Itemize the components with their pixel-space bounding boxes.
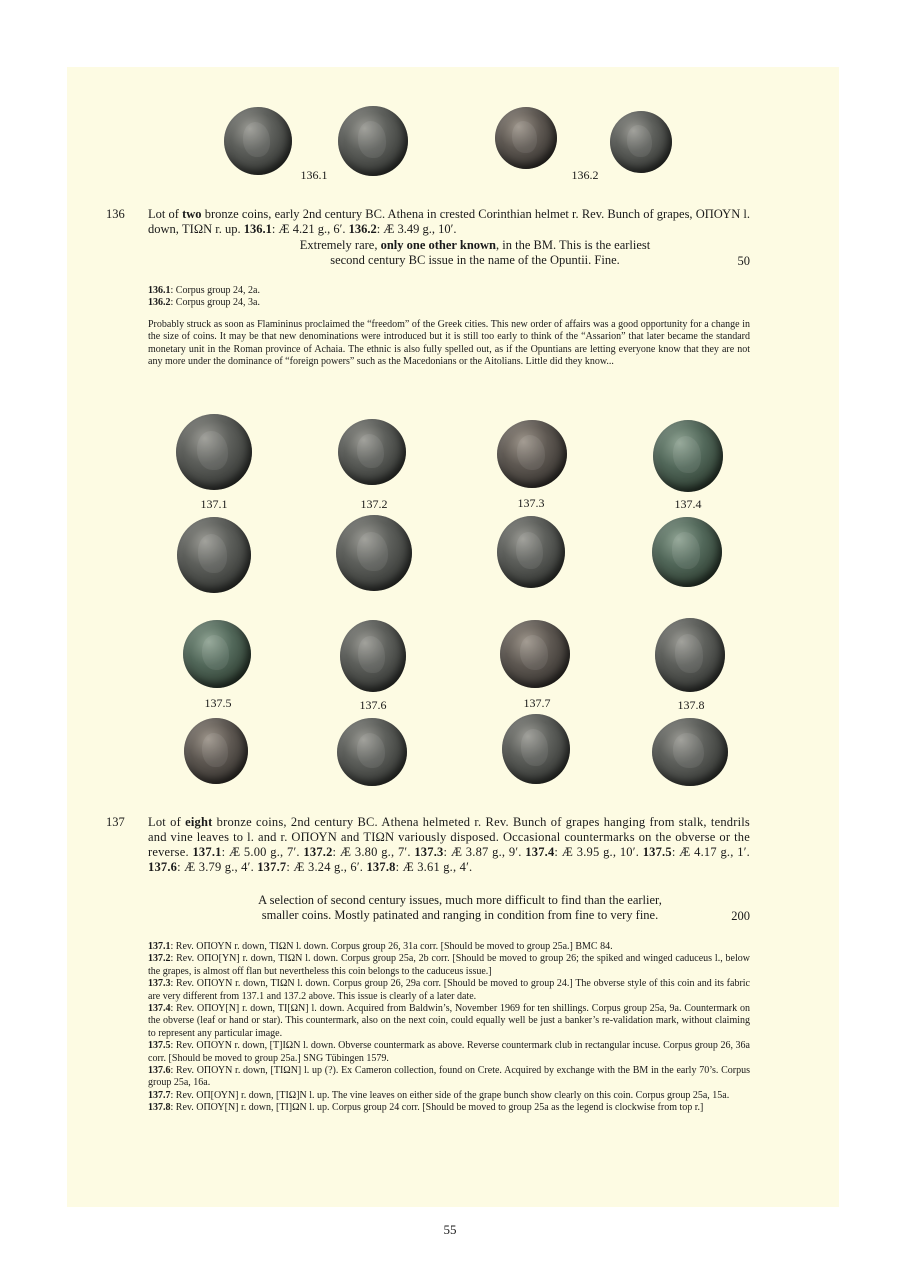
lot-136-notes: 136.1: Corpus group 24, 2a. 136.2: Corpus group 24, 3a. <box>148 285 260 309</box>
lot-136-comment: Extremely rare, only one other known, in the BM. This is the earliest second century BC issue in the name of the Opuntii. Fine. <box>299 238 651 267</box>
coin-137-7-obverse-image <box>500 620 570 688</box>
coin-label-137-8: 137.8 <box>677 698 705 712</box>
note-137-6: 137.6: Rev. ΟΠΟΥΝ r. down, [ΤΙΩΝ] l. up (?). Ex Cameron collection, found on Crete. Acquired by exchange with the BM in the early 70’s. Corpus group 25a, 16a. <box>148 1065 750 1089</box>
lot-136-description: Lot of two bronze coins, early 2nd century BC. Athena in crested Corinthian helmet r. Rev. Bunch of grapes, ΟΠΟΥΝ l. down, ΤΙΩΝ r. up. 136.1: Æ 4.21 g., 6′. 136.2: Æ 3.49 g., 10′. <box>148 207 750 236</box>
note-137-8: 137.8: Rev. ΟΠΟΥ[Ν] r. down, [ΤΙ]ΩΝ l. up. Corpus group 24 corr. [Should be moved to group 25a as the legend is clockwise from top r.] <box>148 1102 704 1114</box>
lot-number-137: 137 <box>106 815 125 829</box>
coin-label-137-1: 137.1 <box>200 497 228 511</box>
coin-137-8-obverse-image <box>655 618 725 692</box>
coin-137-1-obverse-image <box>176 414 252 490</box>
coin-label-137-2: 137.2 <box>360 497 388 511</box>
note-137-1: 137.1: Rev. ΟΠΟΥΝ r. down, ΤΙΩΝ l. down. Corpus group 26, 31a corr. [Should be moved to group 25a.] BMC 84. <box>148 941 613 952</box>
coin-label-137-7: 137.7 <box>523 696 551 710</box>
coin-137-5-obverse-image <box>183 620 251 688</box>
coin-label-137-6: 137.6 <box>359 698 387 712</box>
coin-137-8-reverse-image <box>652 718 728 786</box>
coin-label-137-4: 137.4 <box>674 497 702 511</box>
note-137-5: 137.5: Rev. ΟΠΟΥΝ r. down, [Τ]ΙΩΝ l. down. Obverse countermark as above. Reverse countermark club in rectangular incuse. Corpus group 26, 36a corr. [Should be moved to group 25a.] SNG Tübingen 1579. <box>148 1040 750 1064</box>
coin-136-2-obverse-image <box>495 107 557 169</box>
coin-137-4-reverse-image <box>652 517 722 587</box>
coin-137-1-reverse-image <box>177 517 251 593</box>
note-137-7: 137.7: Rev. ΟΠ[ΟΥΝ] r. down, [ΤΙΩ]Ν l. up. The vine leaves on either side of the grape bunch show clearly on this coin. Corpus group 25a, 15a. <box>148 1089 730 1101</box>
coin-137-2-obverse-image <box>338 419 406 485</box>
lot-number-136: 136 <box>106 207 125 221</box>
lot-137-price: 200 <box>731 909 750 923</box>
coin-label-137-5: 137.5 <box>204 696 232 710</box>
coin-137-3-obverse-image <box>497 420 567 488</box>
coin-label-137-3: 137.3 <box>517 496 545 510</box>
coin-137-3-reverse-image <box>497 516 565 588</box>
coin-137-6-obverse-image <box>340 620 406 692</box>
coin-label-136-1: 136.1 <box>300 168 328 182</box>
coin-137-2-reverse-image <box>336 515 412 591</box>
coin-136-2-reverse-image <box>610 111 672 173</box>
coin-label-136-2: 136.2 <box>571 168 599 182</box>
note-137-3: 137.3: Rev. ΟΠΟΥΝ r. down, ΤΙΩΝ l. down. Corpus group 26, 29a corr. [Should be moved to group 24.] The obverse style of this coin and its fabric are very different from 137.1 and 137.2 above. This issue is clearly of a later date. <box>148 978 750 1002</box>
lot-136-price: 50 <box>737 254 750 268</box>
lot-137-notes <box>148 941 750 1115</box>
coin-136-1-obverse-image <box>224 107 292 175</box>
lot-136-essay: Probably struck as soon as Flamininus proclaimed the “freedom” of the Greek cities. This new order of affairs was a good opportunity for a change in the size of coins. It may be that new denominations were introduced but it is still too early to think of the “Assarion” that later became the standard monetary unit in the Roman province of Achaia. The ethnic is also fully spelled out, as if the Opuntians are letting everyone know that they are not any more under the dominance of “foreign powers” such as the Macedonians or the Aitolians. Little did they know... <box>148 319 750 368</box>
coin-136-1-reverse-image <box>338 106 408 176</box>
note-137-4: 137.4: Rev. ΟΠΟΥ[Ν] r. down, ΤΙ[ΩΝ] l. down. Acquired from Baldwin’s, November 1969 for ten shillings. Corpus group 25a, 9a. Countermark on the obverse (leaf or hand or star). This countermark, also on the next coin, could equally well be just a banker’s re-validation mark, without claiming to represent any particular image. <box>148 1003 750 1039</box>
page-number: 55 <box>443 1222 457 1237</box>
lot-137-comment: A selection of second century issues, much more difficult to find than the earlier, smaller coins. Mostly patinated and ranging in condition from fine to very fine. <box>258 893 662 922</box>
note-137-2: 137.2: Rev. ΟΠΟ[ΥΝ] r. down, ΤΙΩΝ l. down. Corpus group 25a, 2b corr. [Should be moved to group 26; the spiked and winged caduceus l., below the grapes, is almost off flan but nevertheless this coin belongs to the caduceus issue.] <box>148 953 750 977</box>
coin-137-5-reverse-image <box>184 718 248 784</box>
coin-137-4-obverse-image <box>653 420 723 492</box>
coin-137-7-reverse-image <box>502 714 570 784</box>
coin-137-6-reverse-image <box>337 718 407 786</box>
lot-137-description: Lot of eight bronze coins, 2nd century BC. Athena helmeted r. Rev. Bunch of grapes hanging from stalk, tendrils and vine leaves to l. and r. ΟΠΟΥΝ and ΤΙΩΝ variously disposed. Occasional countermarks on the obverse or the reverse. 137.1: Æ 5.00 g., 7′. 137.2: Æ 3.80 g., 7′. 137.3: Æ 3.87 g., 9′. 137.4: Æ 3.95 g., 10′. 137.5: Æ 4.17 g., 1′. 137.6: Æ 3.79 g., 4′. 137.7: Æ 3.24 g., 6′. 137.8: Æ 3.61 g., 4′. <box>148 815 751 874</box>
